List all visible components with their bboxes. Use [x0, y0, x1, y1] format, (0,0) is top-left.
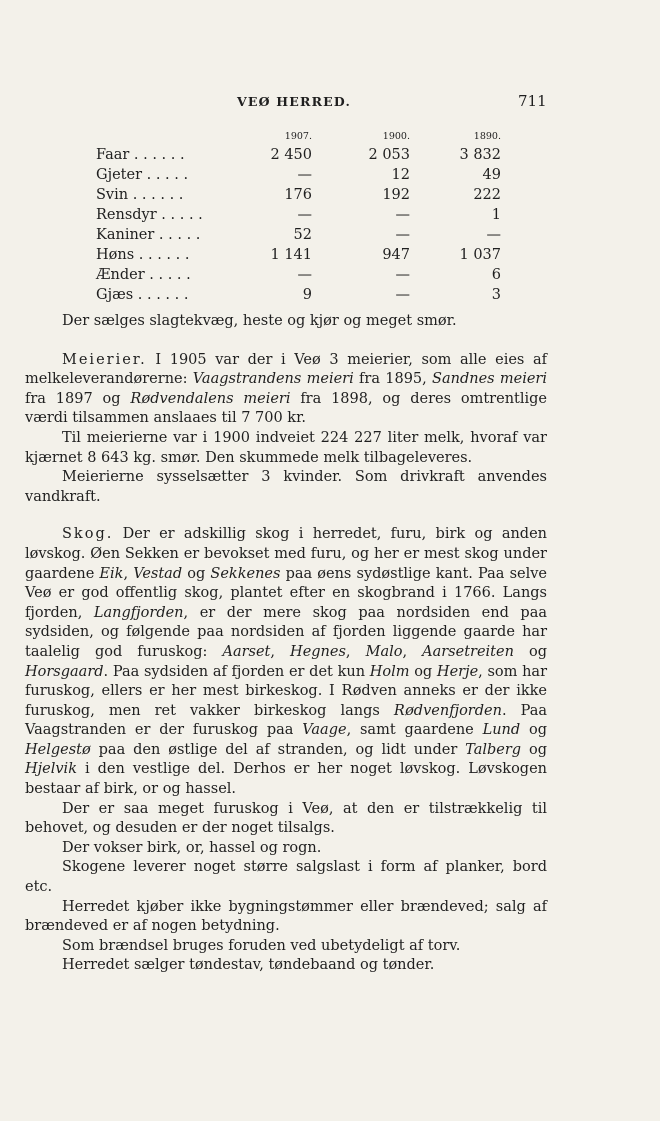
- dairy-name: Sandnes meieri: [432, 371, 547, 388]
- text-run: , samt gaardene: [346, 722, 483, 739]
- row-label: Rensdyr . . . . .: [96, 207, 203, 223]
- fuel-paragraph: Som brændsel bruges foruden ved ubetydeligt af torv.: [62, 937, 461, 954]
- forest-species-paragraph: Der vokser birk, or, hassel og rogn.: [62, 839, 322, 856]
- text-run: paa den østlige del af stranden, og lidt under: [90, 741, 466, 758]
- farm-name: Talberg: [465, 741, 522, 758]
- forest-sufficiency-paragraph: Der er saa meget furuskog i Veø, at den er tilstrækkelig til behovet, og desuden er der noget tilsalgs.: [25, 800, 547, 837]
- text-run: og: [182, 565, 211, 582]
- page-number: 711: [518, 92, 547, 110]
- text-run: og: [521, 741, 548, 758]
- text-run: paa øens sydøstlige kant. Paa selve Veø er god offentlig skog, plantet efter en skogbrand i 1766. Langs fjorden,: [25, 565, 547, 621]
- farm-name: Hjelvik: [25, 761, 77, 778]
- farm-name: Horsgaard: [25, 663, 104, 680]
- cell-1907: 2 450: [270, 147, 312, 163]
- running-head: VEØ HERRED.: [237, 94, 352, 109]
- row-label: Gjæs . . . . . .: [96, 287, 189, 303]
- text-run: , som har furuskog, ellers er her mest birkeskog. I Rødven anneks er der ikke furuskog, men ret vakker birkeskog langs: [25, 663, 547, 719]
- year-header: 1907.: [284, 131, 312, 142]
- table-row: [96, 185, 501, 205]
- cell-1890: 3 832: [459, 147, 501, 163]
- place-name: Rødvenfjorden: [393, 702, 502, 719]
- table-row: [96, 205, 501, 225]
- text-run: ,: [345, 643, 366, 660]
- cell-1900: 947: [382, 247, 410, 263]
- row-label: Høns . . . . . .: [96, 247, 190, 263]
- text-run: fra 1898, og deres omtrentlige værdi tilsammen anslaaes til 7 700 kr.: [25, 390, 547, 427]
- text-run: ,: [123, 565, 134, 582]
- dairies-milk-paragraph: Til meierierne var i 1900 indveiet 224 227 liter melk, hvoraf var kjærnet 8 643 kg. smør. Den skummede melk tilbageleveres.: [25, 429, 547, 466]
- text-run: og: [513, 643, 547, 660]
- cell-1907: 52: [293, 227, 312, 243]
- table-row: [96, 285, 501, 305]
- table-row: [96, 145, 501, 165]
- cell-1890: 1: [491, 207, 501, 223]
- cell-1907: 1 141: [270, 247, 312, 263]
- cell-1907: —: [297, 167, 312, 183]
- cell-1900: —: [395, 227, 410, 243]
- cell-1900: 192: [382, 187, 410, 203]
- table-header-row: [96, 128, 501, 145]
- cell-1900: —: [395, 207, 410, 223]
- section-heading-forest: Skog.: [62, 526, 114, 543]
- cell-1890: 49: [482, 167, 501, 183]
- farm-name: Holm: [369, 663, 410, 680]
- cell-1890: 6: [491, 267, 501, 283]
- livestock-table: [96, 128, 501, 305]
- year-header: 1890.: [473, 131, 501, 142]
- dairies-workers-paragraph: Meierierne sysselsætter 3 kvinder. Som drivkraft anvendes vandkraft.: [25, 469, 547, 505]
- text-run: i den vestlige del. Derhos er her noget løvskog. Løvskogen bestaar af birk, or og hassel.: [25, 761, 547, 798]
- table-row: [96, 265, 501, 285]
- forest-purchases-paragraph: Herredet kjøber ikke bygningstømmer eller brændeved; salg af brændeved er af nogen betydning.: [25, 898, 547, 935]
- farm-name: Malo: [365, 643, 403, 660]
- cell-1907: 9: [302, 287, 312, 303]
- section-heading-dairies: Meierier.: [62, 351, 147, 368]
- text-run: og: [409, 663, 437, 680]
- farm-name: Vaage: [302, 722, 347, 739]
- farm-name: Sekkenes: [210, 565, 281, 582]
- table-row: [96, 165, 501, 185]
- text-run: fra 1895,: [353, 371, 433, 388]
- farm-name: Hegnes: [290, 643, 346, 660]
- text-run: ,: [270, 643, 291, 660]
- farm-name: Vestad: [133, 565, 183, 582]
- farm-name: Aarsetreiten: [422, 643, 514, 660]
- farm-name: Eik: [99, 565, 124, 582]
- cell-1900: 12: [391, 167, 410, 183]
- farm-name: Lund: [482, 722, 521, 739]
- cell-1907: —: [297, 207, 312, 223]
- dairy-name: Rødvendalens meieri: [130, 390, 291, 407]
- barrel-paragraph: Herredet sælger tøndestav, tøndebaand og tønder.: [62, 957, 435, 974]
- cell-1890: 3: [491, 287, 501, 303]
- row-label: Kaniner . . . . .: [96, 227, 201, 243]
- text-run: , er der mere skog paa nordsiden end paa sydsiden, og følgende paa nordsiden af fjorden liggende gaarde har taalelig god furuskog:: [25, 604, 547, 660]
- forest-paragraph: [25, 525, 547, 799]
- farm-name: Helgestø: [25, 741, 91, 758]
- farm-name: Aarset: [222, 643, 271, 660]
- text-run: og: [520, 722, 547, 739]
- dairy-name: Vaagstrandens meieri: [192, 371, 354, 388]
- cell-1890: —: [486, 227, 501, 243]
- dairies-paragraph: [25, 351, 547, 429]
- slaughter-paragraph: Der sælges slagtekvæg, heste og kjør og meget smør.: [62, 313, 457, 329]
- body-text: [25, 312, 547, 976]
- row-label: Gjeter . . . . .: [96, 167, 189, 183]
- text-run: Der er adskillig skog i herredet, furu, birk og anden løvskog. Øen Sekken er bevokset med furu, og her er mest skog under gaardene: [25, 526, 547, 582]
- cell-1900: —: [395, 267, 410, 283]
- table-row: [96, 225, 501, 245]
- cell-1907: —: [297, 267, 312, 283]
- text-run: ,: [402, 643, 423, 660]
- cell-1900: 2 053: [368, 147, 410, 163]
- cell-1900: —: [395, 287, 410, 303]
- place-name: Langfjorden: [93, 604, 184, 621]
- cell-1890: 1 037: [459, 247, 501, 263]
- row-label: Svin . . . . . .: [96, 187, 184, 203]
- table-row: [96, 245, 501, 265]
- text-run: fra 1897 og: [25, 390, 131, 407]
- text-run: . Paa Vaagstranden er der furuskog paa: [25, 702, 547, 739]
- row-label: Ænder . . . . .: [96, 267, 191, 283]
- cell-1907: 176: [284, 187, 312, 203]
- table-header-blank: [96, 128, 264, 145]
- row-label: Faar . . . . . .: [96, 147, 185, 163]
- cell-1890: 222: [473, 187, 501, 203]
- text-run: . Paa sydsiden af fjorden er det kun: [103, 663, 370, 680]
- forest-sales-paragraph: Skogene leverer noget større salgslast i form af planker, bord etc.: [25, 859, 547, 896]
- year-header: 1900.: [382, 131, 410, 142]
- text-run: I 1905 var der i Veø 3 meierier, som alle eies af melkeleverandørerne:: [25, 351, 547, 388]
- farm-name: Herje: [436, 663, 479, 680]
